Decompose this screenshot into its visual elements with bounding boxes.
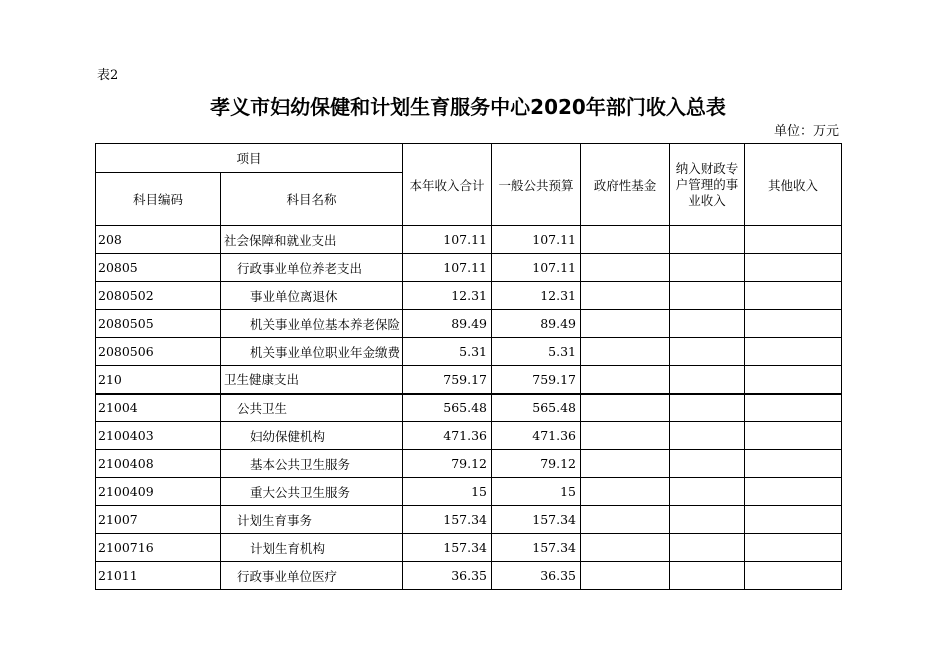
cell-subject-name: 机关事业单位职业年金缴费 xyxy=(221,338,403,366)
cell-fiscal-account-income xyxy=(670,534,745,562)
cell-subject-code: 21004 xyxy=(96,394,221,422)
page-title: 孝义市妇幼保健和计划生育服务中心2020年部门收入总表 xyxy=(210,95,726,119)
cell-subject-name: 重大公共卫生服务 xyxy=(221,478,403,506)
cell-subject-code: 2080505 xyxy=(96,310,221,338)
cell-general-budget: 157.34 xyxy=(492,506,581,534)
header-item: 项目 xyxy=(96,144,403,173)
cell-fiscal-account-income xyxy=(670,366,745,394)
cell-fiscal-account-income xyxy=(670,478,745,506)
cell-total-income: 565.48 xyxy=(403,394,492,422)
cell-subject-name: 计划生育事务 xyxy=(221,506,403,534)
cell-total-income: 471.36 xyxy=(403,422,492,450)
cell-fiscal-account-income xyxy=(670,226,745,254)
cell-government-fund xyxy=(581,338,670,366)
cell-government-fund xyxy=(581,254,670,282)
cell-total-income: 107.11 xyxy=(403,226,492,254)
cell-general-budget: 107.11 xyxy=(492,254,581,282)
cell-subject-code: 2080506 xyxy=(96,338,221,366)
cell-government-fund xyxy=(581,534,670,562)
cell-total-income: 89.49 xyxy=(403,310,492,338)
cell-government-fund xyxy=(581,366,670,394)
cell-general-budget: 759.17 xyxy=(492,366,581,394)
cell-fiscal-account-income xyxy=(670,338,745,366)
cell-other-income xyxy=(745,562,842,590)
cell-subject-name: 计划生育机构 xyxy=(221,534,403,562)
cell-government-fund xyxy=(581,562,670,590)
cell-general-budget: 5.31 xyxy=(492,338,581,366)
cell-subject-code: 208 xyxy=(96,226,221,254)
cell-other-income xyxy=(745,338,842,366)
table-row xyxy=(96,226,842,254)
table-row xyxy=(96,562,842,590)
cell-fiscal-account-income xyxy=(670,282,745,310)
cell-other-income xyxy=(745,422,842,450)
cell-subject-name: 公共卫生 xyxy=(221,394,403,422)
header-total: 本年收入合计 xyxy=(403,144,492,226)
table-row xyxy=(96,310,842,338)
cell-general-budget: 12.31 xyxy=(492,282,581,310)
cell-fiscal-account-income xyxy=(670,422,745,450)
cell-government-fund xyxy=(581,226,670,254)
cell-general-budget: 107.11 xyxy=(492,226,581,254)
table-row xyxy=(96,478,842,506)
cell-fiscal-account-income xyxy=(670,450,745,478)
unit-label: 单位：万元 xyxy=(773,124,839,139)
table-row xyxy=(96,422,842,450)
cell-total-income: 12.31 xyxy=(403,282,492,310)
table-row xyxy=(96,254,842,282)
cell-subject-code: 21011 xyxy=(96,562,221,590)
cell-general-budget: 79.12 xyxy=(492,450,581,478)
cell-government-fund xyxy=(581,394,670,422)
table-row xyxy=(96,506,842,534)
table-row xyxy=(96,282,842,310)
cell-fiscal-account-income xyxy=(670,394,745,422)
cell-fiscal-account-income xyxy=(670,562,745,590)
cell-subject-name: 卫生健康支出 xyxy=(221,366,403,394)
cell-fiscal-account-income xyxy=(670,506,745,534)
cell-total-income: 759.17 xyxy=(403,366,492,394)
cell-government-fund xyxy=(581,310,670,338)
table-row xyxy=(96,450,842,478)
header-fiscal-account-income: 纳入财政专户管理的事业收入 xyxy=(670,144,745,226)
cell-other-income xyxy=(745,506,842,534)
cell-other-income xyxy=(745,282,842,310)
cell-subject-name: 社会保障和就业支出 xyxy=(221,226,403,254)
cell-fiscal-account-income xyxy=(670,254,745,282)
cell-other-income xyxy=(745,366,842,394)
cell-total-income: 157.34 xyxy=(403,534,492,562)
cell-subject-code: 2100408 xyxy=(96,450,221,478)
cell-general-budget: 565.48 xyxy=(492,394,581,422)
cell-fiscal-account-income xyxy=(670,310,745,338)
cell-government-fund xyxy=(581,506,670,534)
cell-subject-name: 妇幼保健机构 xyxy=(221,422,403,450)
cell-subject-name: 事业单位离退休 xyxy=(221,282,403,310)
cell-other-income xyxy=(745,394,842,422)
cell-total-income: 157.34 xyxy=(403,506,492,534)
cell-subject-code: 2100409 xyxy=(96,478,221,506)
cell-other-income xyxy=(745,226,842,254)
cell-general-budget: 15 xyxy=(492,478,581,506)
cell-subject-code: 210 xyxy=(96,366,221,394)
cell-government-fund xyxy=(581,450,670,478)
cell-general-budget: 471.36 xyxy=(492,422,581,450)
cell-total-income: 15 xyxy=(403,478,492,506)
cell-general-budget: 157.34 xyxy=(492,534,581,562)
cell-subject-name: 机关事业单位基本养老保险 xyxy=(221,310,403,338)
cell-government-fund xyxy=(581,282,670,310)
income-summary-table xyxy=(95,143,842,590)
cell-subject-name: 行政事业单位养老支出 xyxy=(221,254,403,282)
cell-subject-code: 20805 xyxy=(96,254,221,282)
cell-other-income xyxy=(745,478,842,506)
header-other-income: 其他收入 xyxy=(745,144,842,226)
cell-subject-name: 基本公共卫生服务 xyxy=(221,450,403,478)
cell-total-income: 5.31 xyxy=(403,338,492,366)
cell-subject-code: 2080502 xyxy=(96,282,221,310)
table-row xyxy=(96,394,842,422)
table-number: 表2 xyxy=(97,68,119,83)
header-government-fund: 政府性基金 xyxy=(581,144,670,226)
cell-government-fund xyxy=(581,478,670,506)
header-general-budget: 一般公共预算 xyxy=(492,144,581,226)
cell-total-income: 36.35 xyxy=(403,562,492,590)
cell-other-income xyxy=(745,254,842,282)
cell-subject-code: 2100716 xyxy=(96,534,221,562)
cell-general-budget: 36.35 xyxy=(492,562,581,590)
table-row xyxy=(96,366,842,394)
header-subject-name: 科目名称 xyxy=(221,173,403,226)
cell-subject-code: 21007 xyxy=(96,506,221,534)
cell-subject-code: 2100403 xyxy=(96,422,221,450)
cell-other-income xyxy=(745,310,842,338)
cell-total-income: 79.12 xyxy=(403,450,492,478)
cell-other-income xyxy=(745,534,842,562)
table-row xyxy=(96,534,842,562)
cell-subject-name: 行政事业单位医疗 xyxy=(221,562,403,590)
cell-general-budget: 89.49 xyxy=(492,310,581,338)
cell-other-income xyxy=(745,450,842,478)
cell-government-fund xyxy=(581,422,670,450)
cell-total-income: 107.11 xyxy=(403,254,492,282)
table-row xyxy=(96,338,842,366)
header-subject-code: 科目编码 xyxy=(96,173,221,226)
